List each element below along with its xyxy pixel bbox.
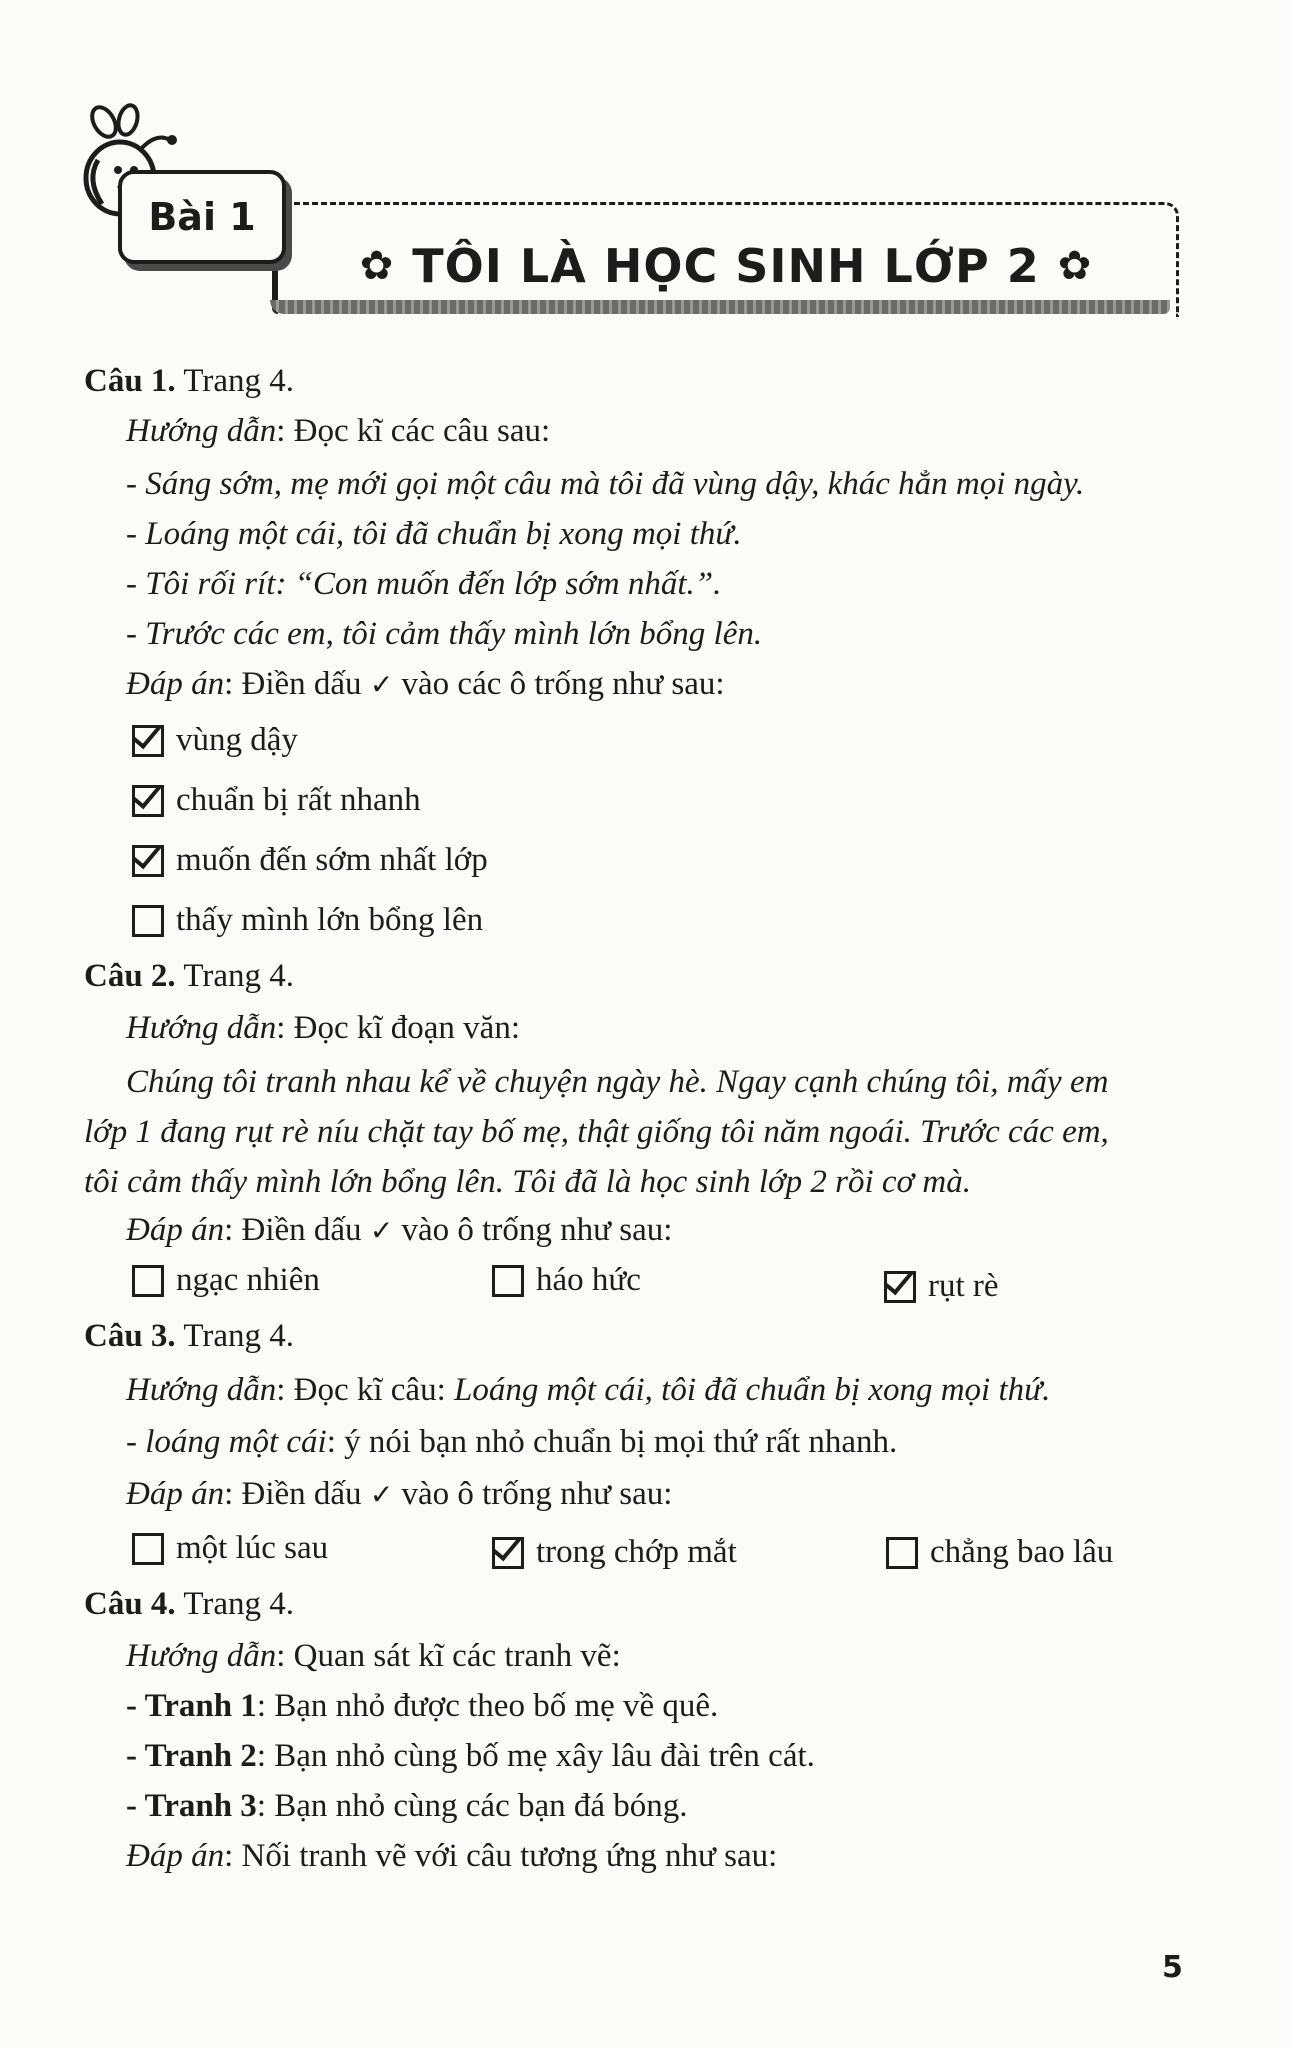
passage-line-1: Chúng tôi tranh nhau kể về chuyện ngày hè. Ngay cạnh chúng tôi, mấy em xyxy=(126,1064,1109,1100)
q1-option-1 xyxy=(132,722,298,759)
guide-text: : Đọc kĩ các câu sau: xyxy=(276,413,551,449)
q1-option-3 xyxy=(132,842,488,879)
picture-label: - Tranh 3 xyxy=(126,1788,257,1824)
checkbox-checked[interactable] xyxy=(492,1537,524,1569)
answer-text: vào các ô trống như sau: xyxy=(393,666,725,702)
question-1-answer xyxy=(126,666,725,704)
question-3-note xyxy=(126,1424,897,1462)
title-frame-shadow xyxy=(270,300,1170,314)
answer-text: : Điền dấu xyxy=(224,1212,370,1248)
flower-icon: ✿ xyxy=(359,243,395,289)
guide-text: : Đọc kĩ câu: xyxy=(276,1372,454,1408)
note-text: : ý nói bạn nhỏ chuẩn bị mọi thứ rất nhanh. xyxy=(326,1424,898,1460)
question-4-guide xyxy=(126,1638,621,1676)
q2-option-2 xyxy=(492,1262,641,1299)
q2-option-1 xyxy=(132,1262,320,1299)
guide-label: Hướng dẫn xyxy=(126,1010,277,1046)
option-label: một lúc sau xyxy=(176,1530,329,1566)
guide-label: Hướng dẫn xyxy=(126,1372,277,1408)
option-label: háo hức xyxy=(536,1262,641,1298)
picture-3 xyxy=(126,1788,688,1826)
question-1-heading xyxy=(84,363,294,401)
question-2-heading xyxy=(84,958,294,996)
q2-option-3 xyxy=(884,1268,999,1305)
question-3-guide xyxy=(126,1372,1050,1410)
guide-text: : Đọc kĩ đoạn văn: xyxy=(276,1010,520,1046)
question-4-answer xyxy=(126,1838,777,1876)
tick-icon: ✓ xyxy=(369,668,394,701)
checkbox-empty[interactable] xyxy=(132,905,164,937)
q3-option-1 xyxy=(132,1530,328,1567)
picture-2 xyxy=(126,1738,815,1776)
picture-text: : Bạn nhỏ được theo bố mẹ về quê. xyxy=(256,1688,719,1724)
checkbox-checked[interactable] xyxy=(132,725,164,757)
question-label: Câu 1. xyxy=(84,363,176,399)
answer-text: : Nối tranh vẽ với câu tương ứng như sau: xyxy=(224,1838,778,1874)
guide-label: Hướng dẫn xyxy=(126,1638,277,1674)
answer-text: : Điền dấu xyxy=(224,666,370,702)
answer-text: : Điền dấu xyxy=(224,1476,370,1512)
picture-label: - Tranh 2 xyxy=(126,1738,257,1774)
note-term: - loáng một cái xyxy=(126,1424,327,1460)
checkbox-checked[interactable] xyxy=(884,1271,916,1303)
checkbox-checked[interactable] xyxy=(132,785,164,817)
tick-icon: ✓ xyxy=(369,1214,394,1247)
answer-label: Đáp án xyxy=(126,1476,225,1512)
passage-line-3: tôi cảm thấy mình lớn bổng lên. Tôi đã là học sinh lớp 2 rồi cơ mà. xyxy=(84,1164,971,1200)
q1-option-4 xyxy=(132,902,483,939)
answer-text: vào ô trống như sau: xyxy=(393,1476,673,1512)
question-4-heading xyxy=(84,1586,294,1624)
option-label: thấy mình lớn bổng lên xyxy=(176,902,484,938)
guide-text: : Quan sát kĩ các tranh vẽ: xyxy=(276,1638,621,1674)
sentence-4: - Trước các em, tôi cảm thấy mình lớn bổng lên. xyxy=(126,616,763,652)
picture-text: : Bạn nhỏ cùng các bạn đá bóng. xyxy=(256,1788,688,1824)
checkbox-empty[interactable] xyxy=(492,1265,524,1297)
picture-1 xyxy=(126,1688,718,1726)
answer-label: Đáp án xyxy=(126,666,225,702)
checkbox-checked[interactable] xyxy=(132,845,164,877)
flower-icon: ✿ xyxy=(1057,243,1093,289)
option-label: chẳng bao lâu xyxy=(930,1534,1114,1570)
question-2-guide xyxy=(126,1010,520,1048)
option-label: rụt rè xyxy=(928,1268,999,1304)
q3-option-2 xyxy=(492,1534,737,1571)
checkbox-empty[interactable] xyxy=(132,1533,164,1565)
question-2-answer xyxy=(126,1212,672,1250)
question-page: Trang 4. xyxy=(175,958,294,994)
option-label: chuẩn bị rất nhanh xyxy=(176,782,421,818)
option-label: trong chớp mắt xyxy=(536,1534,737,1570)
sentence-3: - Tôi rối rít: “Con muốn đến lớp sớm nhất.”. xyxy=(126,566,722,602)
answer-label: Đáp án xyxy=(126,1838,225,1874)
guide-quote: Loáng một cái, tôi đã chuẩn bị xong mọi thứ. xyxy=(453,1372,1051,1408)
question-3-answer xyxy=(126,1476,672,1514)
option-label: muốn đến sớm nhất lớp xyxy=(176,842,488,878)
option-label: ngạc nhiên xyxy=(176,1262,320,1298)
picture-label: - Tranh 1 xyxy=(126,1688,257,1724)
lesson-label: Bài 1 xyxy=(118,170,286,264)
q1-option-2 xyxy=(132,782,421,819)
lesson-title-row xyxy=(276,230,1176,302)
question-label: Câu 4. xyxy=(84,1586,176,1622)
checkbox-empty[interactable] xyxy=(132,1265,164,1297)
passage-line-2: lớp 1 đang rụt rè níu chặt tay bố mẹ, thật giống tôi năm ngoái. Trước các em, xyxy=(84,1114,1109,1150)
question-page: Trang 4. xyxy=(175,1318,294,1354)
sentence-1: - Sáng sớm, mẹ mới gọi một câu mà tôi đã vùng dậy, khác hẳn mọi ngày. xyxy=(126,466,1085,502)
checkbox-empty[interactable] xyxy=(886,1537,918,1569)
sentence-2: - Loáng một cái, tôi đã chuẩn bị xong mọi thứ. xyxy=(126,516,742,552)
question-label: Câu 2. xyxy=(84,958,176,994)
question-3-heading xyxy=(84,1318,294,1356)
picture-text: : Bạn nhỏ cùng bố mẹ xây lâu đài trên cát. xyxy=(256,1738,815,1774)
question-page: Trang 4. xyxy=(175,1586,294,1622)
answer-text: vào ô trống như sau: xyxy=(393,1212,673,1248)
lesson-title: TÔI LÀ HỌC SINH LỚP 2 xyxy=(412,239,1040,293)
guide-label: Hướng dẫn xyxy=(126,413,277,449)
tick-icon: ✓ xyxy=(369,1478,394,1511)
q3-option-3 xyxy=(886,1534,1113,1571)
option-label: vùng dậy xyxy=(176,722,298,758)
question-page: Trang 4. xyxy=(175,363,294,399)
question-label: Câu 3. xyxy=(84,1318,176,1354)
page-number: 5 xyxy=(1162,1950,1183,1985)
question-1-guide xyxy=(126,413,550,451)
answer-label: Đáp án xyxy=(126,1212,225,1248)
